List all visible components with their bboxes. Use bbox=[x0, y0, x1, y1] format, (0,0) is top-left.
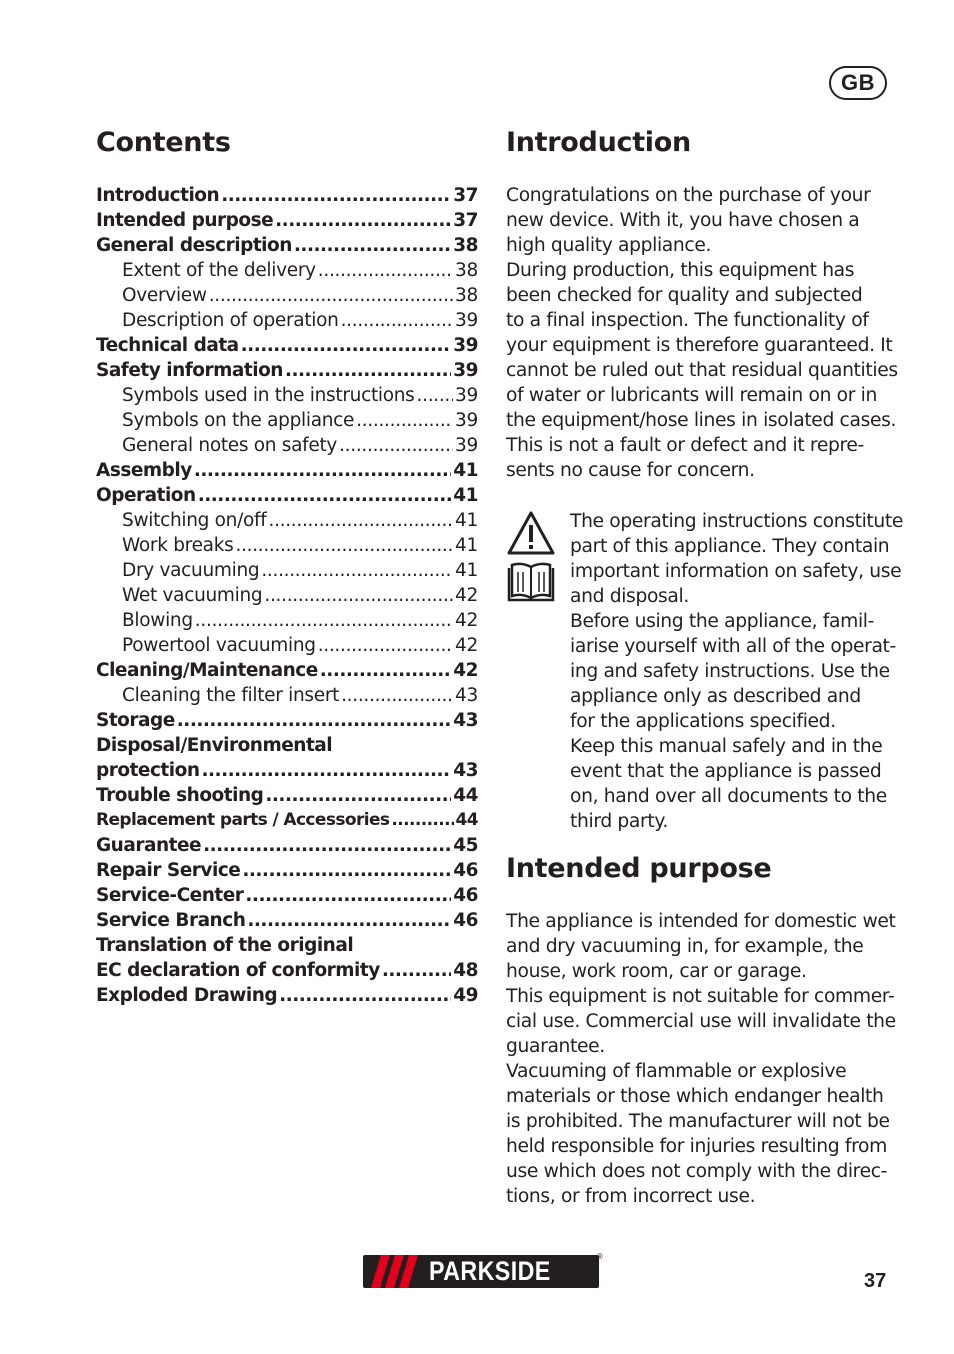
toc-entry-title: Trouble shooting bbox=[96, 785, 264, 806]
toc-entry bbox=[96, 908, 478, 933]
toc-entry-title: Symbols used in the instructions bbox=[122, 385, 415, 406]
toc-entry bbox=[96, 333, 478, 358]
toc-entry-title: EC declaration of conformity bbox=[96, 960, 380, 981]
read-manual-icon bbox=[509, 564, 553, 600]
toc-entry-page: 41 bbox=[455, 560, 478, 581]
text-line: and dry vacuuming in, for example, the bbox=[506, 936, 864, 957]
introduction-heading: Introduction bbox=[506, 127, 691, 158]
toc-entry-page: 49 bbox=[453, 985, 478, 1006]
text-line: appliance only as described and bbox=[570, 686, 861, 707]
toc-entry-page: 37 bbox=[453, 210, 478, 231]
toc-entry bbox=[96, 608, 478, 633]
text-line: to a final inspection. The functionality of bbox=[506, 310, 869, 331]
toc-entry-title: General description bbox=[96, 235, 292, 256]
text-line: important information on safety, use bbox=[570, 561, 902, 582]
toc-entry bbox=[96, 683, 478, 708]
toc-dot-leader bbox=[198, 483, 452, 508]
toc-entry-page: 38 bbox=[455, 260, 478, 281]
toc-entry bbox=[96, 583, 478, 608]
toc-entry-page: 41 bbox=[453, 485, 478, 506]
text-line: ing and safety instructions. Use the bbox=[570, 661, 890, 682]
toc-dot-leader bbox=[382, 958, 451, 983]
instructions-notice-text bbox=[570, 509, 903, 834]
toc-dot-leader bbox=[285, 358, 451, 383]
toc-entry bbox=[96, 358, 478, 383]
toc-entry-page: 48 bbox=[453, 960, 478, 981]
toc-dot-leader bbox=[264, 583, 453, 608]
warning-manual-icons bbox=[506, 510, 556, 605]
toc-entry-title: Work breaks bbox=[122, 535, 234, 556]
toc-dot-leader bbox=[177, 708, 451, 733]
toc-dot-leader bbox=[202, 758, 452, 783]
text-line: guarantee. bbox=[506, 1036, 605, 1057]
toc-dot-leader bbox=[247, 908, 451, 933]
intended-purpose-heading: Intended purpose bbox=[506, 853, 772, 884]
toc-entry bbox=[96, 633, 478, 658]
toc-entry-page: 41 bbox=[455, 535, 478, 556]
toc-entry-title: Description of operation bbox=[122, 310, 339, 331]
toc-dot-leader bbox=[194, 458, 451, 483]
text-line: of water or lubricants will remain on or in bbox=[506, 385, 878, 406]
text-line: This equipment is not suitable for commer- bbox=[506, 986, 895, 1007]
toc-entry-title: Powertool vacuuming bbox=[122, 635, 316, 656]
toc-entry bbox=[96, 808, 478, 833]
toc-entry-page: 43 bbox=[455, 685, 478, 706]
toc-entry-title: Symbols on the appliance bbox=[122, 410, 355, 431]
toc-entry bbox=[96, 858, 478, 883]
toc-entry-continued: Translation of the original bbox=[96, 935, 354, 956]
toc-entry bbox=[96, 533, 478, 558]
warning-triangle-icon bbox=[506, 510, 556, 605]
toc-entry-page: 42 bbox=[455, 585, 478, 606]
toc-dot-leader bbox=[203, 833, 451, 858]
toc-entry-page: 39 bbox=[453, 335, 478, 356]
text-line: your equipment is therefore guaranteed. It bbox=[506, 335, 893, 356]
toc-entry-title: Safety information bbox=[96, 360, 283, 381]
contents-heading: Contents bbox=[96, 127, 231, 158]
text-line: the equipment/hose lines in isolated cases. bbox=[506, 410, 897, 431]
toc-entry bbox=[96, 258, 478, 283]
toc-entry-page: 46 bbox=[453, 910, 478, 931]
text-line: held responsible for injuries resulting from bbox=[506, 1136, 887, 1157]
toc-entry-title: Operation bbox=[96, 485, 196, 506]
toc-entry bbox=[96, 983, 478, 1008]
text-line: cannot be ruled out that residual quantities bbox=[506, 360, 898, 381]
toc-entry-page: 39 bbox=[455, 310, 478, 331]
toc-dot-leader bbox=[241, 333, 452, 358]
intended-purpose-text bbox=[506, 909, 896, 1209]
toc-dot-leader bbox=[341, 308, 453, 333]
toc-entry bbox=[96, 383, 478, 408]
toc-dot-leader bbox=[235, 533, 453, 558]
table-of-contents bbox=[96, 183, 478, 1008]
toc-entry bbox=[96, 458, 478, 483]
text-line: on, hand over all documents to the bbox=[570, 786, 887, 807]
text-line: house, work room, car or garage. bbox=[506, 961, 807, 982]
toc-entry-page: 39 bbox=[455, 410, 478, 431]
toc-entry-title: Dry vacuuming bbox=[122, 560, 260, 581]
text-line: Vacuuming of flammable or explosive bbox=[506, 1061, 847, 1082]
page-number: 37 bbox=[864, 1270, 887, 1292]
toc-entry bbox=[96, 833, 478, 858]
toc-entry bbox=[96, 883, 478, 908]
language-badge: GB bbox=[829, 66, 887, 100]
toc-entry-title: Cleaning/Maintenance bbox=[96, 660, 318, 681]
text-line: materials or those which endanger health bbox=[506, 1086, 884, 1107]
toc-dot-leader bbox=[221, 183, 451, 208]
toc-entry bbox=[96, 233, 478, 258]
toc-dot-leader bbox=[339, 433, 453, 458]
toc-entry-title: Blowing bbox=[122, 610, 193, 631]
toc-entry-title: Guarantee bbox=[96, 835, 202, 856]
text-line: is prohibited. The manufacturer will not be bbox=[506, 1111, 890, 1132]
toc-dot-leader bbox=[245, 883, 451, 908]
toc-entry bbox=[96, 958, 478, 983]
text-line: for the applications specified. bbox=[570, 711, 836, 732]
text-line: high quality appliance. bbox=[506, 235, 712, 256]
toc-entry-title: General notes on safety bbox=[122, 435, 338, 456]
text-line: use which does not comply with the direc- bbox=[506, 1161, 888, 1182]
toc-entry-title: Wet vacuuming bbox=[122, 585, 263, 606]
toc-entry-title: Service Branch bbox=[96, 910, 246, 931]
text-line: and disposal. bbox=[570, 586, 689, 607]
toc-dot-leader bbox=[275, 208, 451, 233]
toc-entry-page: 46 bbox=[453, 860, 478, 881]
brand-name: PARKSIDE bbox=[429, 1256, 551, 1286]
toc-entry bbox=[96, 433, 478, 458]
text-line: event that the appliance is passed bbox=[570, 761, 882, 782]
toc-dot-leader bbox=[261, 558, 453, 583]
toc-entry bbox=[96, 558, 478, 583]
text-line: During production, this equipment has bbox=[506, 260, 855, 281]
toc-entry-page: 41 bbox=[455, 510, 478, 531]
toc-entry-title: Service-Center bbox=[96, 885, 244, 906]
text-line: iarise yourself with all of the operat- bbox=[570, 636, 896, 657]
toc-dot-leader bbox=[242, 858, 451, 883]
toc-dot-leader bbox=[320, 658, 451, 683]
toc-entry-page: 41 bbox=[453, 460, 478, 481]
toc-entry-continued: Disposal/Environmental bbox=[96, 735, 333, 756]
toc-entry-page: 37 bbox=[453, 185, 478, 206]
toc-entry-page: 42 bbox=[455, 635, 478, 656]
toc-entry bbox=[96, 408, 478, 433]
toc-entry bbox=[96, 508, 478, 533]
toc-entry-page: 42 bbox=[453, 660, 478, 681]
toc-dot-leader bbox=[356, 408, 453, 433]
toc-entry-page: 39 bbox=[453, 360, 478, 381]
text-line: cial use. Commercial use will invalidate the bbox=[506, 1011, 896, 1032]
text-line: tions, or from incorrect use. bbox=[506, 1186, 756, 1207]
text-line: Keep this manual safely and in the bbox=[570, 736, 883, 757]
toc-entry-title: Technical data bbox=[96, 335, 239, 356]
toc-entry bbox=[96, 658, 478, 683]
toc-dot-leader bbox=[318, 633, 453, 658]
toc-entry-page: 39 bbox=[455, 385, 478, 406]
toc-entry-page: 39 bbox=[455, 435, 478, 456]
toc-dot-leader bbox=[318, 258, 453, 283]
registered-mark: ® bbox=[597, 1252, 603, 1261]
toc-entry bbox=[96, 483, 478, 508]
toc-dot-leader bbox=[391, 808, 453, 833]
toc-entry-title: protection bbox=[96, 760, 200, 781]
toc-entry bbox=[96, 208, 478, 233]
toc-entry-title: Assembly bbox=[96, 460, 192, 481]
toc-dot-leader bbox=[265, 783, 451, 808]
toc-entry bbox=[96, 183, 478, 208]
toc-entry-title: Replacement parts / Accessories bbox=[96, 810, 390, 830]
toc-entry bbox=[96, 708, 478, 733]
introduction-text bbox=[506, 183, 898, 483]
parkside-logo bbox=[363, 1255, 599, 1288]
toc-entry-page: 42 bbox=[455, 610, 478, 631]
toc-entry-title: Exploded Drawing bbox=[96, 985, 278, 1006]
toc-entry-page: 44 bbox=[453, 785, 478, 806]
toc-dot-leader bbox=[209, 283, 453, 308]
logo-stripes-icon bbox=[363, 1255, 427, 1288]
toc-dot-leader bbox=[268, 508, 453, 533]
toc-entry bbox=[96, 783, 478, 808]
text-line: new device. With it, you have chosen a bbox=[506, 210, 860, 231]
toc-entry-page: 43 bbox=[453, 710, 478, 731]
toc-entry-page: 44 bbox=[455, 810, 478, 830]
toc-entry-title: Extent of the delivery bbox=[122, 260, 316, 281]
toc-entry bbox=[96, 758, 478, 783]
toc-dot-leader bbox=[341, 683, 453, 708]
text-line: sents no cause for concern. bbox=[506, 460, 755, 481]
text-line: Before using the appliance, famil- bbox=[570, 611, 875, 632]
toc-entry-title: Introduction bbox=[96, 185, 220, 206]
text-line: The appliance is intended for domestic wet bbox=[506, 911, 896, 932]
text-line: part of this appliance. They contain bbox=[570, 536, 890, 557]
toc-entry-title: Switching on/off bbox=[122, 510, 267, 531]
text-line: third party. bbox=[570, 811, 668, 832]
toc-entry-title: Cleaning the filter insert bbox=[122, 685, 340, 706]
toc-entry bbox=[96, 308, 478, 333]
toc-entry-title: Overview bbox=[122, 285, 207, 306]
text-line: been checked for quality and subjected bbox=[506, 285, 863, 306]
toc-dot-leader bbox=[417, 383, 454, 408]
text-line: Congratulations on the purchase of your bbox=[506, 185, 871, 206]
toc-entry-page: 38 bbox=[455, 285, 478, 306]
toc-entry-title: Intended purpose bbox=[96, 210, 274, 231]
toc-dot-leader bbox=[294, 233, 451, 258]
toc-entry-title: Storage bbox=[96, 710, 175, 731]
toc-entry-title: Repair Service bbox=[96, 860, 241, 881]
text-line: This is not a fault or defect and it repre- bbox=[506, 435, 864, 456]
toc-entry bbox=[96, 283, 478, 308]
toc-entry-page: 38 bbox=[453, 235, 478, 256]
toc-entry-page: 46 bbox=[453, 885, 478, 906]
toc-dot-leader bbox=[279, 983, 451, 1008]
text-line: The operating instructions constitute bbox=[570, 511, 904, 532]
toc-entry-page: 43 bbox=[453, 760, 478, 781]
toc-dot-leader bbox=[195, 608, 453, 633]
toc-entry-page: 45 bbox=[453, 835, 478, 856]
